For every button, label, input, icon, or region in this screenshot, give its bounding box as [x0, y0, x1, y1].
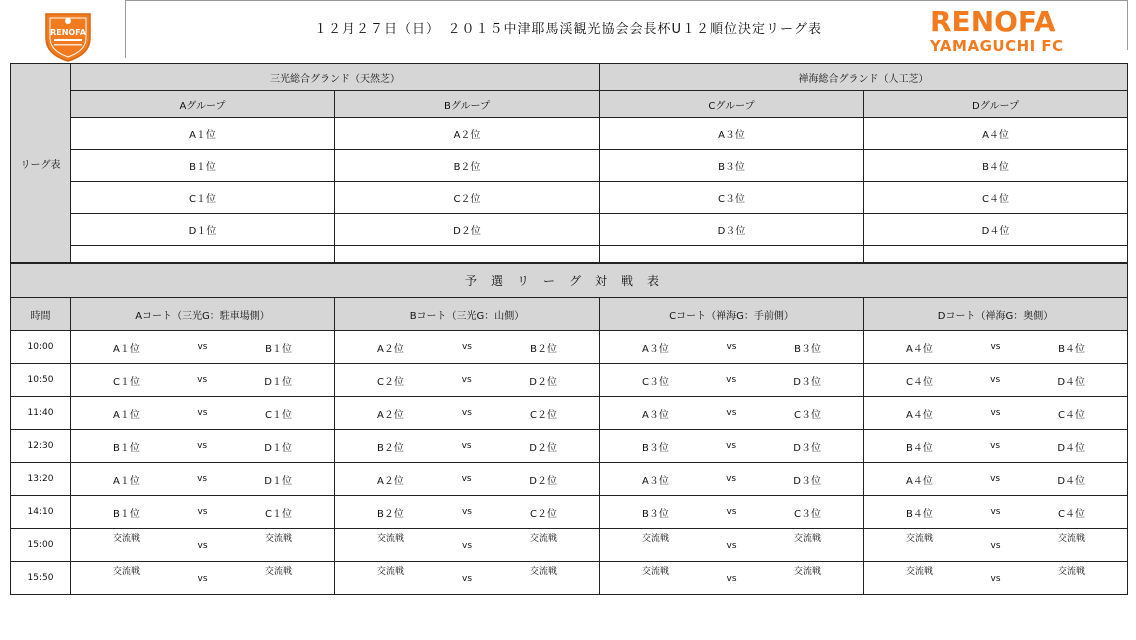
home-team: C３位	[642, 376, 669, 388]
league-spacer-row	[11, 246, 1128, 263]
page-border-top	[125, 0, 1127, 1]
match-pairing	[864, 505, 1127, 520]
vs-label: vs	[461, 574, 473, 584]
match-pairing	[600, 472, 863, 487]
home-team: 交流戦	[377, 534, 405, 544]
league-cell: D３位	[600, 214, 864, 246]
away-team: D４位	[1057, 376, 1086, 388]
vs-label: vs	[726, 541, 737, 551]
match-cell	[335, 364, 600, 397]
league-cell: B１位	[71, 150, 335, 182]
away-team: D１位	[264, 442, 292, 454]
home-team: C１位	[113, 376, 140, 388]
match-pairing	[71, 406, 334, 421]
home-team: B４位	[906, 442, 933, 454]
home-team: B３位	[642, 508, 669, 520]
match-pairing	[335, 472, 599, 487]
away-team: C１位	[265, 508, 292, 520]
away-team: 交流戦	[793, 534, 821, 544]
brand-line-2: YAMAGUCHI FC	[930, 37, 1064, 55]
league-row-label: リーグ表	[11, 64, 71, 263]
match-cell	[864, 529, 1128, 562]
vs-label: vs	[726, 441, 737, 451]
vs-label: vs	[726, 507, 737, 517]
away-team: 交流戦	[264, 534, 292, 544]
away-team: 交流戦	[793, 567, 821, 577]
match-cell	[600, 331, 864, 364]
schedule-row	[11, 430, 1128, 463]
match-cell	[600, 529, 864, 562]
match-time: 10:00	[11, 331, 71, 364]
match-cell	[864, 463, 1128, 496]
league-cell: C３位	[600, 182, 864, 214]
league-cell: B４位	[864, 150, 1128, 182]
schedule-banner: 予選リーグ対戦表	[11, 264, 1128, 298]
home-team: B４位	[906, 508, 933, 520]
match-pairing	[600, 340, 863, 355]
schedule-row	[11, 463, 1128, 496]
home-team: A１位	[113, 409, 140, 421]
league-cell: A３位	[600, 118, 864, 150]
league-cell: D１位	[71, 214, 335, 246]
court-d-header: Dコート（禅海G：奥側）	[864, 298, 1128, 331]
match-cell	[335, 496, 600, 529]
group-a-header: Aグループ	[71, 91, 335, 118]
league-cell: C１位	[71, 182, 335, 214]
away-team: D２位	[529, 376, 557, 388]
match-time: 10:50	[11, 364, 71, 397]
match-cell	[71, 529, 335, 562]
match-cell	[600, 430, 864, 463]
schedule-row	[11, 562, 1128, 595]
home-team: A４位	[906, 409, 933, 421]
match-pairing	[600, 505, 863, 520]
schedule-row	[11, 529, 1128, 562]
away-team: C２位	[530, 508, 557, 520]
schedule-row	[11, 496, 1128, 529]
time-header: 時間	[11, 298, 71, 331]
brand-wordmark	[930, 5, 1080, 55]
vs-label: vs	[197, 574, 208, 584]
vs-label: vs	[461, 507, 472, 517]
vs-label: vs	[197, 342, 208, 352]
away-team: C４位	[1058, 508, 1086, 520]
home-team: A４位	[906, 343, 933, 355]
match-pairing	[864, 406, 1127, 421]
match-time: 15:50	[11, 562, 71, 595]
league-cell: D２位	[335, 214, 600, 246]
match-time: 15:00	[11, 529, 71, 562]
vs-label: vs	[990, 574, 1001, 584]
vs-label: vs	[197, 441, 208, 451]
match-cell	[71, 496, 335, 529]
vs-label: vs	[197, 375, 208, 385]
match-cell	[864, 331, 1128, 364]
home-team: 交流戦	[642, 534, 670, 544]
home-team: A１位	[113, 343, 140, 355]
spacer-cell	[71, 246, 335, 263]
away-team: D１位	[264, 475, 292, 487]
away-team: B４位	[1058, 343, 1086, 355]
schedule-table	[10, 263, 1128, 595]
away-team: C２位	[530, 409, 557, 421]
away-team: 交流戦	[529, 534, 557, 544]
away-team: 交流戦	[264, 567, 292, 577]
match-cell	[864, 496, 1128, 529]
court-c-header: Cコート（禅海G：手前側）	[600, 298, 864, 331]
group-c-header: Cグループ	[600, 91, 864, 118]
home-team: A３位	[642, 343, 669, 355]
match-pairing	[335, 505, 599, 520]
match-cell	[864, 430, 1128, 463]
league-cell: C２位	[335, 182, 600, 214]
league-cell: B２位	[335, 150, 600, 182]
match-cell	[335, 331, 600, 364]
court-a-header: Aコート（三光G：駐車場側）	[71, 298, 335, 331]
home-team: B２位	[377, 442, 404, 454]
match-pairing	[864, 529, 1127, 561]
match-pairing	[335, 406, 599, 421]
vs-label: vs	[461, 408, 472, 418]
vs-label: vs	[990, 408, 1001, 418]
league-cell: B３位	[600, 150, 864, 182]
match-cell	[600, 496, 864, 529]
match-pairing	[864, 562, 1127, 594]
spacer-cell	[600, 246, 864, 263]
match-pairing	[864, 373, 1127, 388]
league-cell: A２位	[335, 118, 600, 150]
away-team: C４位	[1058, 409, 1086, 421]
match-pairing	[71, 562, 334, 594]
league-row	[11, 214, 1128, 246]
match-pairing	[335, 562, 599, 594]
league-row	[11, 150, 1128, 182]
vs-label: vs	[197, 474, 208, 484]
venue-sanko: 三光総合グランド（天然芝）	[71, 64, 600, 91]
schedule-row	[11, 331, 1128, 364]
home-team: A１位	[113, 475, 140, 487]
home-team: 交流戦	[113, 567, 141, 577]
vs-label: vs	[726, 375, 737, 385]
vs-label: vs	[990, 541, 1001, 551]
match-pairing	[864, 340, 1127, 355]
away-team: 交流戦	[1058, 534, 1086, 544]
vs-label: vs	[726, 408, 737, 418]
match-cell	[335, 529, 600, 562]
away-team: B３位	[794, 343, 821, 355]
match-cell	[335, 430, 600, 463]
match-cell	[600, 397, 864, 430]
away-team: D１位	[264, 376, 292, 388]
away-team: 交流戦	[529, 567, 557, 577]
group-b-header: Bグループ	[335, 91, 600, 118]
league-cell: A４位	[864, 118, 1128, 150]
league-row	[11, 118, 1128, 150]
home-team: A２位	[377, 343, 404, 355]
match-cell	[71, 463, 335, 496]
match-cell	[71, 331, 335, 364]
match-time: 11:40	[11, 397, 71, 430]
vs-label: vs	[461, 541, 473, 551]
vs-label: vs	[990, 507, 1001, 517]
match-cell	[335, 562, 600, 595]
match-cell	[864, 562, 1128, 595]
badge-text: RENOFA	[50, 28, 86, 37]
schedule-body	[11, 331, 1128, 595]
match-pairing	[600, 406, 863, 421]
home-team: 交流戦	[906, 534, 934, 544]
home-team: A４位	[906, 475, 933, 487]
match-cell	[71, 397, 335, 430]
vs-label: vs	[990, 474, 1001, 484]
match-pairing	[71, 373, 334, 388]
venue-zenkai: 禅海総合グランド（人工芝）	[600, 64, 1128, 91]
match-pairing	[600, 562, 863, 594]
vs-label: vs	[461, 375, 472, 385]
away-team: D２位	[529, 475, 557, 487]
match-cell	[335, 463, 600, 496]
vs-label: vs	[990, 375, 1001, 385]
home-team: A２位	[377, 409, 404, 421]
match-pairing	[71, 529, 334, 561]
away-team: 交流戦	[1058, 567, 1086, 577]
match-cell	[600, 562, 864, 595]
spacer-cell	[864, 246, 1128, 263]
away-team: D４位	[1057, 442, 1086, 454]
vs-label: vs	[726, 474, 737, 484]
match-time: 13:20	[11, 463, 71, 496]
vs-label: vs	[197, 408, 208, 418]
match-cell	[335, 397, 600, 430]
home-team: B２位	[377, 508, 404, 520]
match-cell	[71, 562, 335, 595]
match-cell	[864, 397, 1128, 430]
home-team: B１位	[113, 508, 140, 520]
away-team: D３位	[793, 376, 821, 388]
home-team: B３位	[642, 442, 669, 454]
home-team: B１位	[113, 442, 140, 454]
away-team: B１位	[265, 343, 292, 355]
match-pairing	[864, 472, 1127, 487]
away-team: C１位	[265, 409, 292, 421]
away-team: C３位	[794, 409, 821, 421]
away-team: D３位	[793, 442, 821, 454]
home-team: A３位	[642, 475, 669, 487]
league-cell: A１位	[71, 118, 335, 150]
match-time: 14:10	[11, 496, 71, 529]
match-pairing	[71, 505, 334, 520]
match-time: 12:30	[11, 430, 71, 463]
spacer-cell	[335, 246, 600, 263]
league-table	[10, 63, 1128, 263]
group-d-header: Dグループ	[864, 91, 1128, 118]
match-pairing	[71, 340, 334, 355]
match-cell	[600, 364, 864, 397]
away-team: D２位	[529, 442, 557, 454]
schedule-row	[11, 364, 1128, 397]
vs-label: vs	[461, 441, 472, 451]
match-pairing	[600, 373, 863, 388]
vs-label: vs	[726, 342, 737, 352]
brand-line-1: RENOFA	[930, 5, 1056, 38]
league-row	[11, 182, 1128, 214]
vs-label: vs	[990, 441, 1001, 451]
match-cell	[600, 463, 864, 496]
vs-label: vs	[197, 507, 208, 517]
vs-label: vs	[990, 342, 1001, 352]
home-team: 交流戦	[377, 567, 405, 577]
match-cell	[71, 364, 335, 397]
match-pairing	[600, 439, 863, 454]
away-team: D４位	[1057, 475, 1086, 487]
away-team: D３位	[793, 475, 821, 487]
match-pairing	[335, 373, 599, 388]
league-cell: C４位	[864, 182, 1128, 214]
vs-label: vs	[461, 342, 472, 352]
match-pairing	[71, 472, 334, 487]
match-pairing	[71, 439, 334, 454]
vs-label: vs	[726, 574, 737, 584]
home-team: C４位	[906, 376, 933, 388]
match-cell	[864, 364, 1128, 397]
home-team: C２位	[377, 376, 404, 388]
court-b-header: Bコート（三光G：山側）	[335, 298, 600, 331]
match-pairing	[335, 439, 599, 454]
schedule-row	[11, 397, 1128, 430]
home-team: 交流戦	[906, 567, 934, 577]
vs-label: vs	[461, 474, 472, 484]
match-pairing	[864, 439, 1127, 454]
match-pairing	[335, 529, 599, 561]
home-team: A２位	[377, 475, 404, 487]
match-pairing	[335, 340, 599, 355]
match-cell	[71, 430, 335, 463]
league-cell: D４位	[864, 214, 1128, 246]
home-team: A３位	[642, 409, 669, 421]
home-team: 交流戦	[113, 534, 141, 544]
away-team: C３位	[794, 508, 821, 520]
away-team: B２位	[530, 343, 557, 355]
home-team: 交流戦	[642, 567, 670, 577]
page-title: １２月２７日（日） ２０１５中津耶馬渓観光協会会長杯U１２順位決定リーグ表	[313, 22, 823, 37]
vs-label: vs	[197, 541, 208, 551]
match-pairing	[600, 529, 863, 561]
